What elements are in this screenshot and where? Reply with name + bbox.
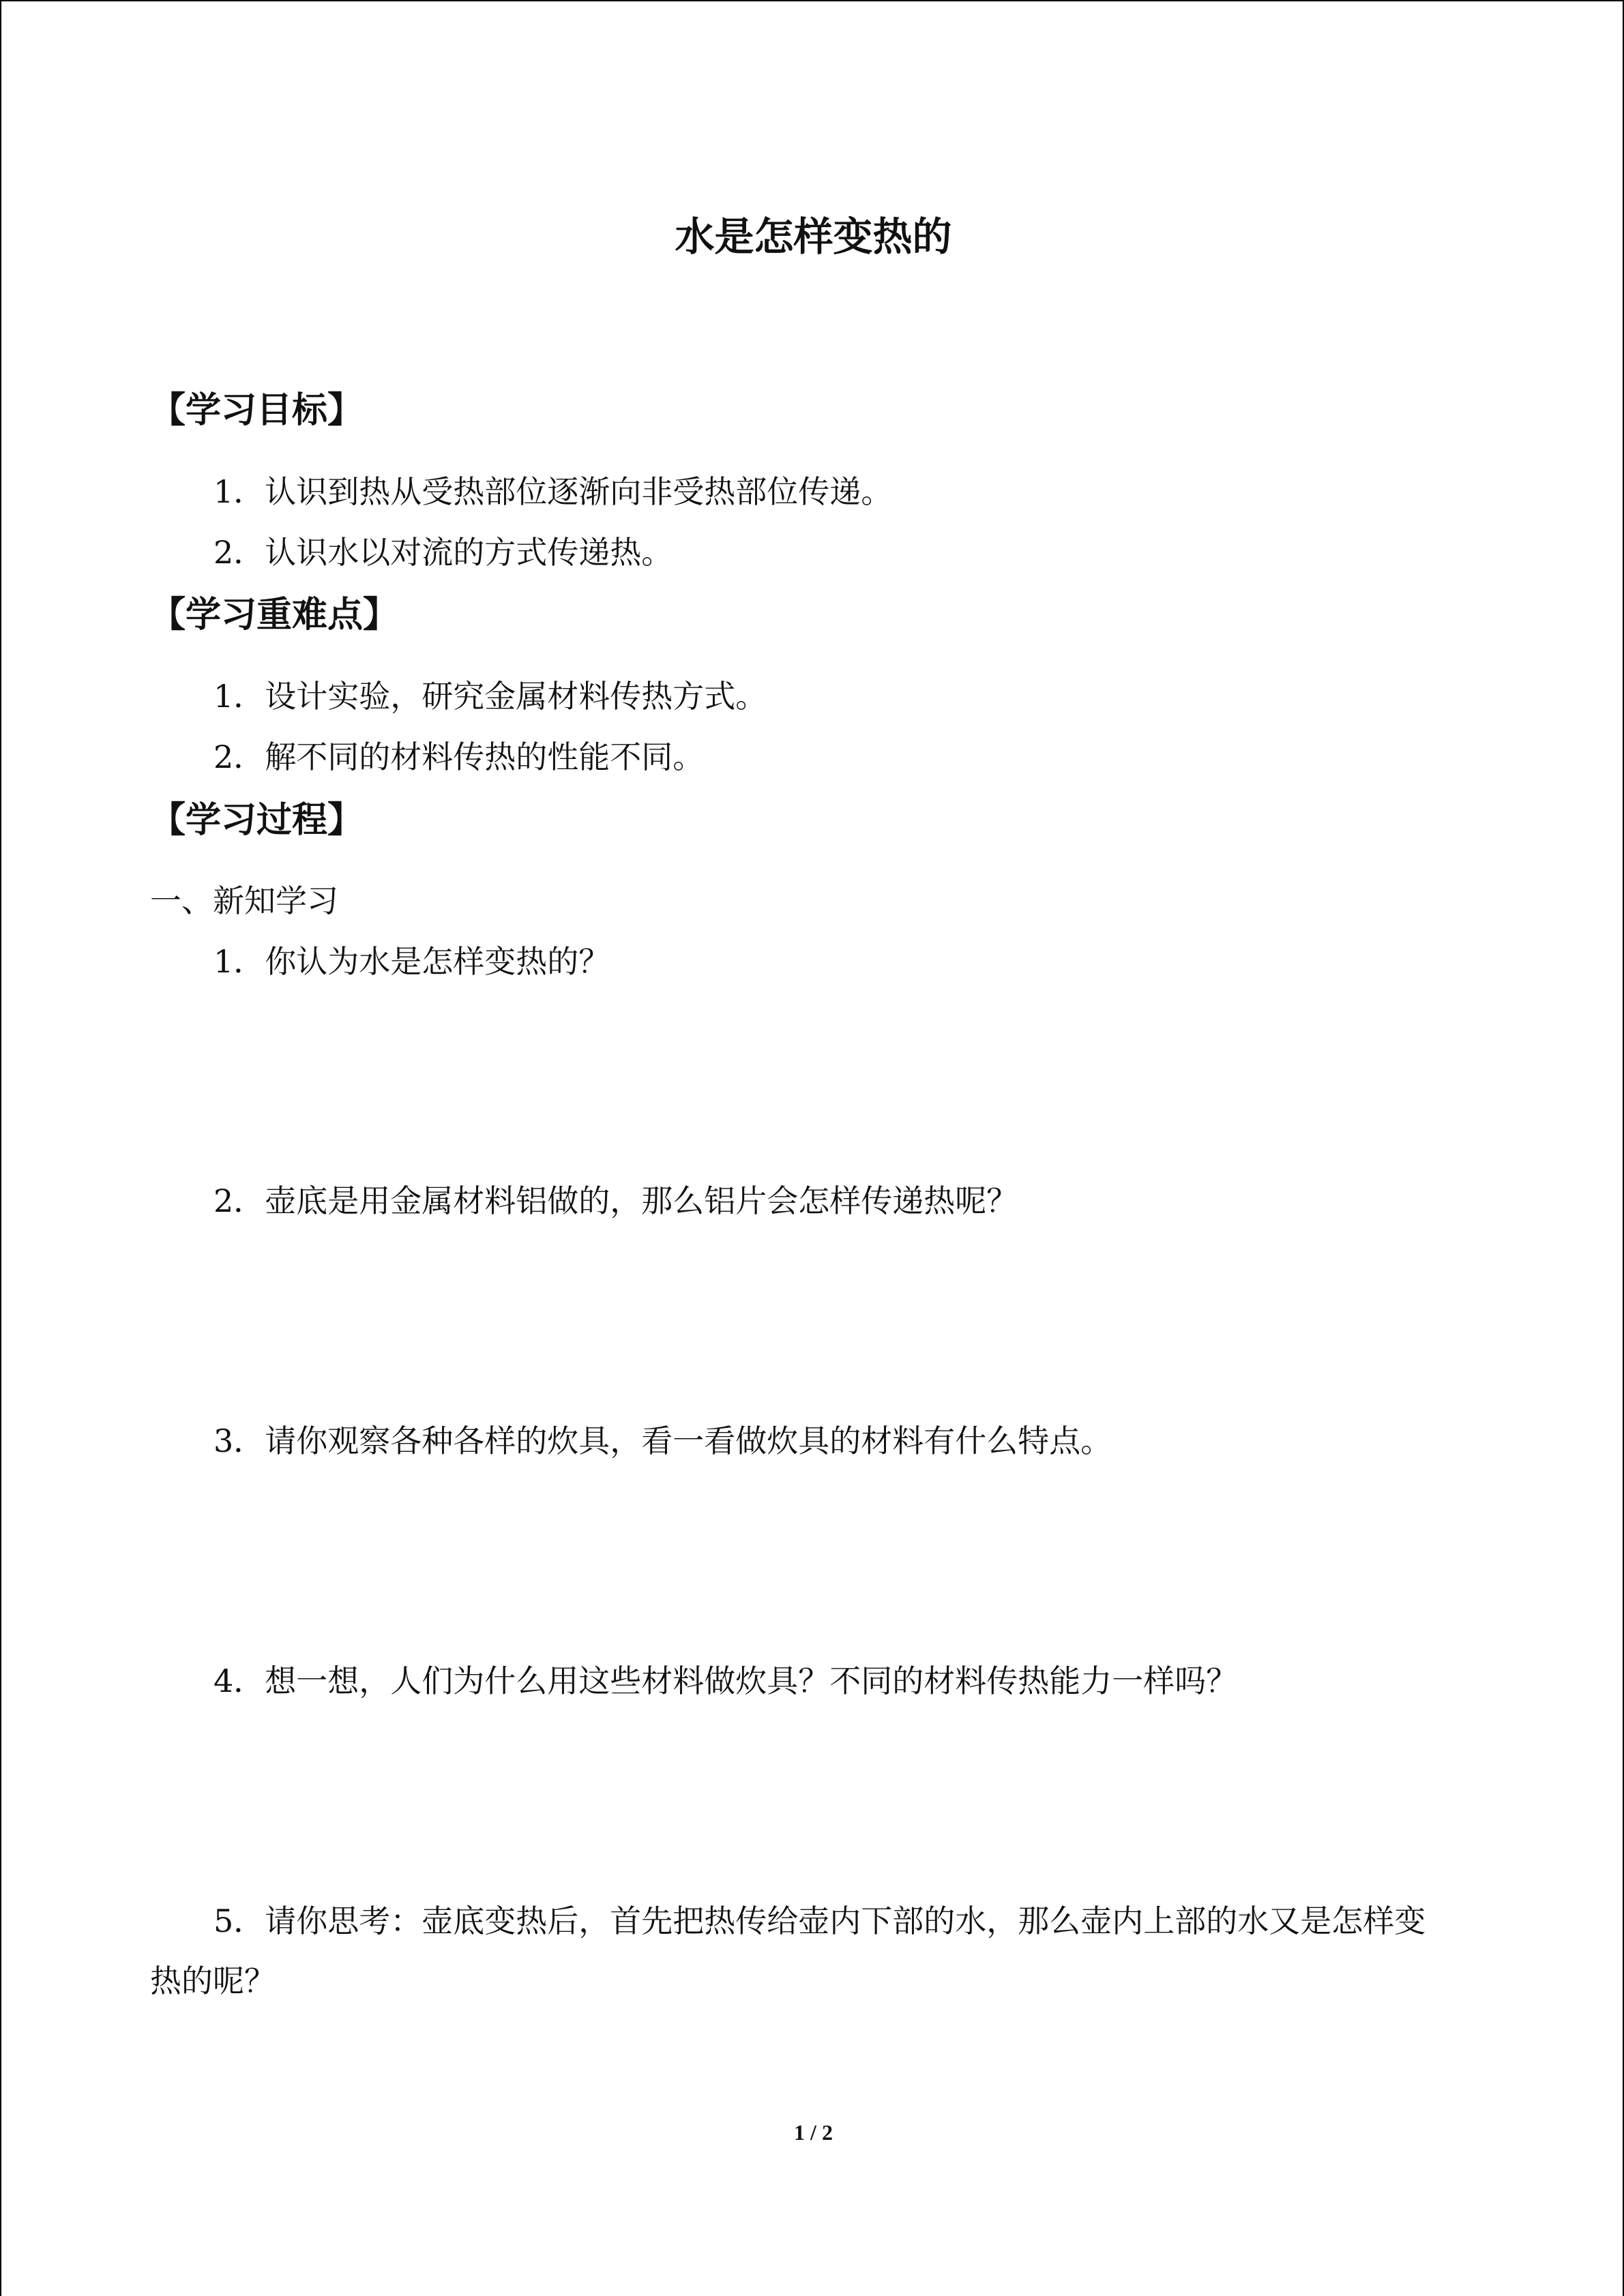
key-points-heading: 【学习重难点】: [150, 595, 399, 636]
question-5: 5．请你思考：壶底变热后，首先把热传给壶内下部的水，那么壶内上部的水又是怎样变: [213, 1903, 1426, 1939]
page-number: 1 / 2: [794, 2120, 833, 2145]
question-3: 3．请你观察各种各样的炊具，看一看做炊具的材料有什么特点。: [213, 1422, 1112, 1459]
section-new-knowledge: 一、新知学习: [150, 882, 338, 919]
objective-item-1: 1．认识到热从受热部位逐渐向非受热部位传递。: [213, 473, 893, 510]
question-4: 4．想一想，人们为什么用这些材料做炊具？不同的材料传热能力一样吗？: [213, 1663, 1238, 1699]
question-1: 1．你认为水是怎样变热的？: [213, 943, 610, 980]
key-point-item-2: 2．解不同的材料传热的性能不同。: [213, 739, 705, 775]
key-point-item-1: 1．设计实验，研究金属材料传热方式。: [213, 678, 767, 715]
question-2: 2．壶底是用金属材料铝做的，那么铝片会怎样传递热呢？: [213, 1182, 1018, 1219]
process-heading: 【学习过程】: [150, 800, 364, 841]
objective-item-2: 2．认识水以对流的方式传递热。: [213, 534, 673, 571]
objectives-heading: 【学习目标】: [150, 390, 364, 431]
page-title: 水是怎样变热的: [675, 213, 952, 260]
question-5-continued: 热的呢？: [150, 1963, 276, 1999]
